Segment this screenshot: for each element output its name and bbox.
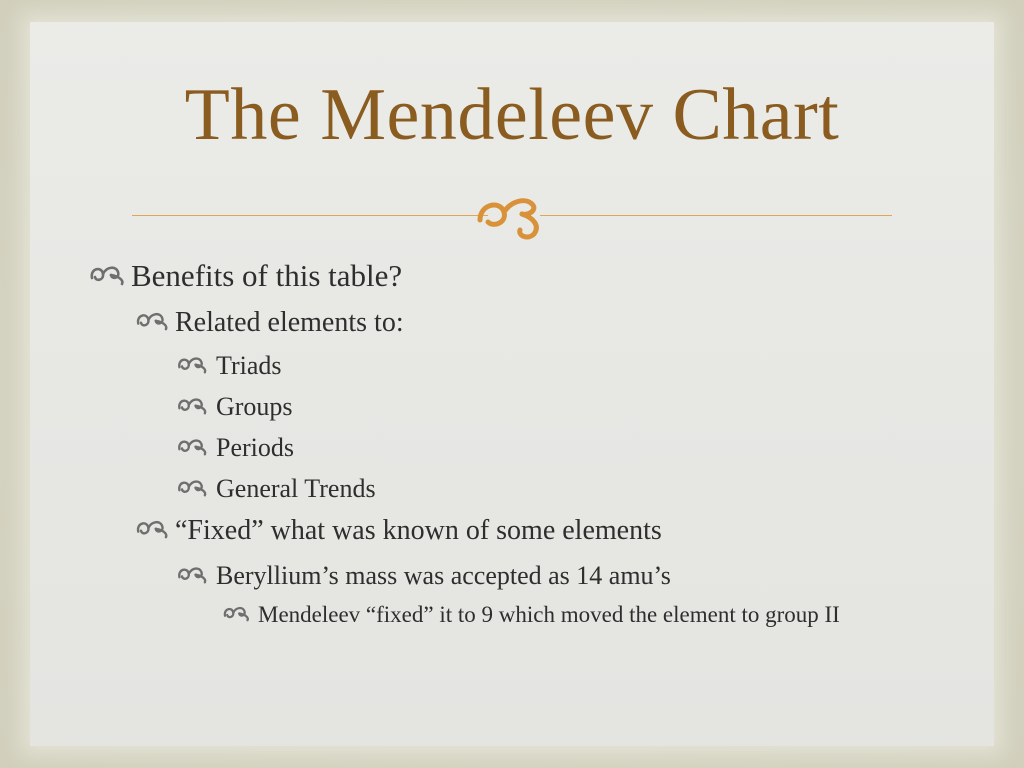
bullet-text: Beryllium’s mass was accepted as 14 amu’s: [216, 561, 671, 590]
slide-title: The Mendeleev Chart: [184, 74, 840, 156]
bullet-item: [134, 515, 662, 547]
bullet-text: General Trends: [216, 474, 376, 503]
fleuron-icon: [176, 434, 210, 456]
bullet-text: Periods: [216, 433, 294, 462]
fleuron-icon: [88, 260, 128, 286]
bullet-item: [176, 392, 293, 422]
fleuron-icon: [134, 515, 172, 539]
fleuron-icon: [134, 307, 172, 331]
bullet-item: [88, 258, 402, 294]
bullet-item: [222, 598, 882, 631]
fleuron-icon: [176, 352, 210, 374]
fleuron-icon: [176, 475, 210, 497]
bullet-text: “Fixed” what was known of some elements: [175, 515, 662, 546]
fleuron-icon: [222, 602, 252, 622]
bullet-item: [134, 307, 404, 339]
bullet-text: Related elements to:: [175, 307, 404, 338]
fleuron-icon: [176, 562, 210, 584]
bullet-item: [176, 474, 376, 504]
fleuron-icon: [176, 393, 210, 415]
bullet-text: Benefits of this table?: [131, 258, 403, 293]
bullet-text: Mendeleev “fixed” it to 9 which moved the element to group II: [258, 602, 840, 627]
bullet-text: Triads: [216, 351, 282, 380]
bullet-text: Groups: [216, 392, 293, 421]
bullet-item: [176, 433, 294, 463]
bullet-item: [176, 561, 671, 591]
bullet-item: [176, 351, 282, 381]
